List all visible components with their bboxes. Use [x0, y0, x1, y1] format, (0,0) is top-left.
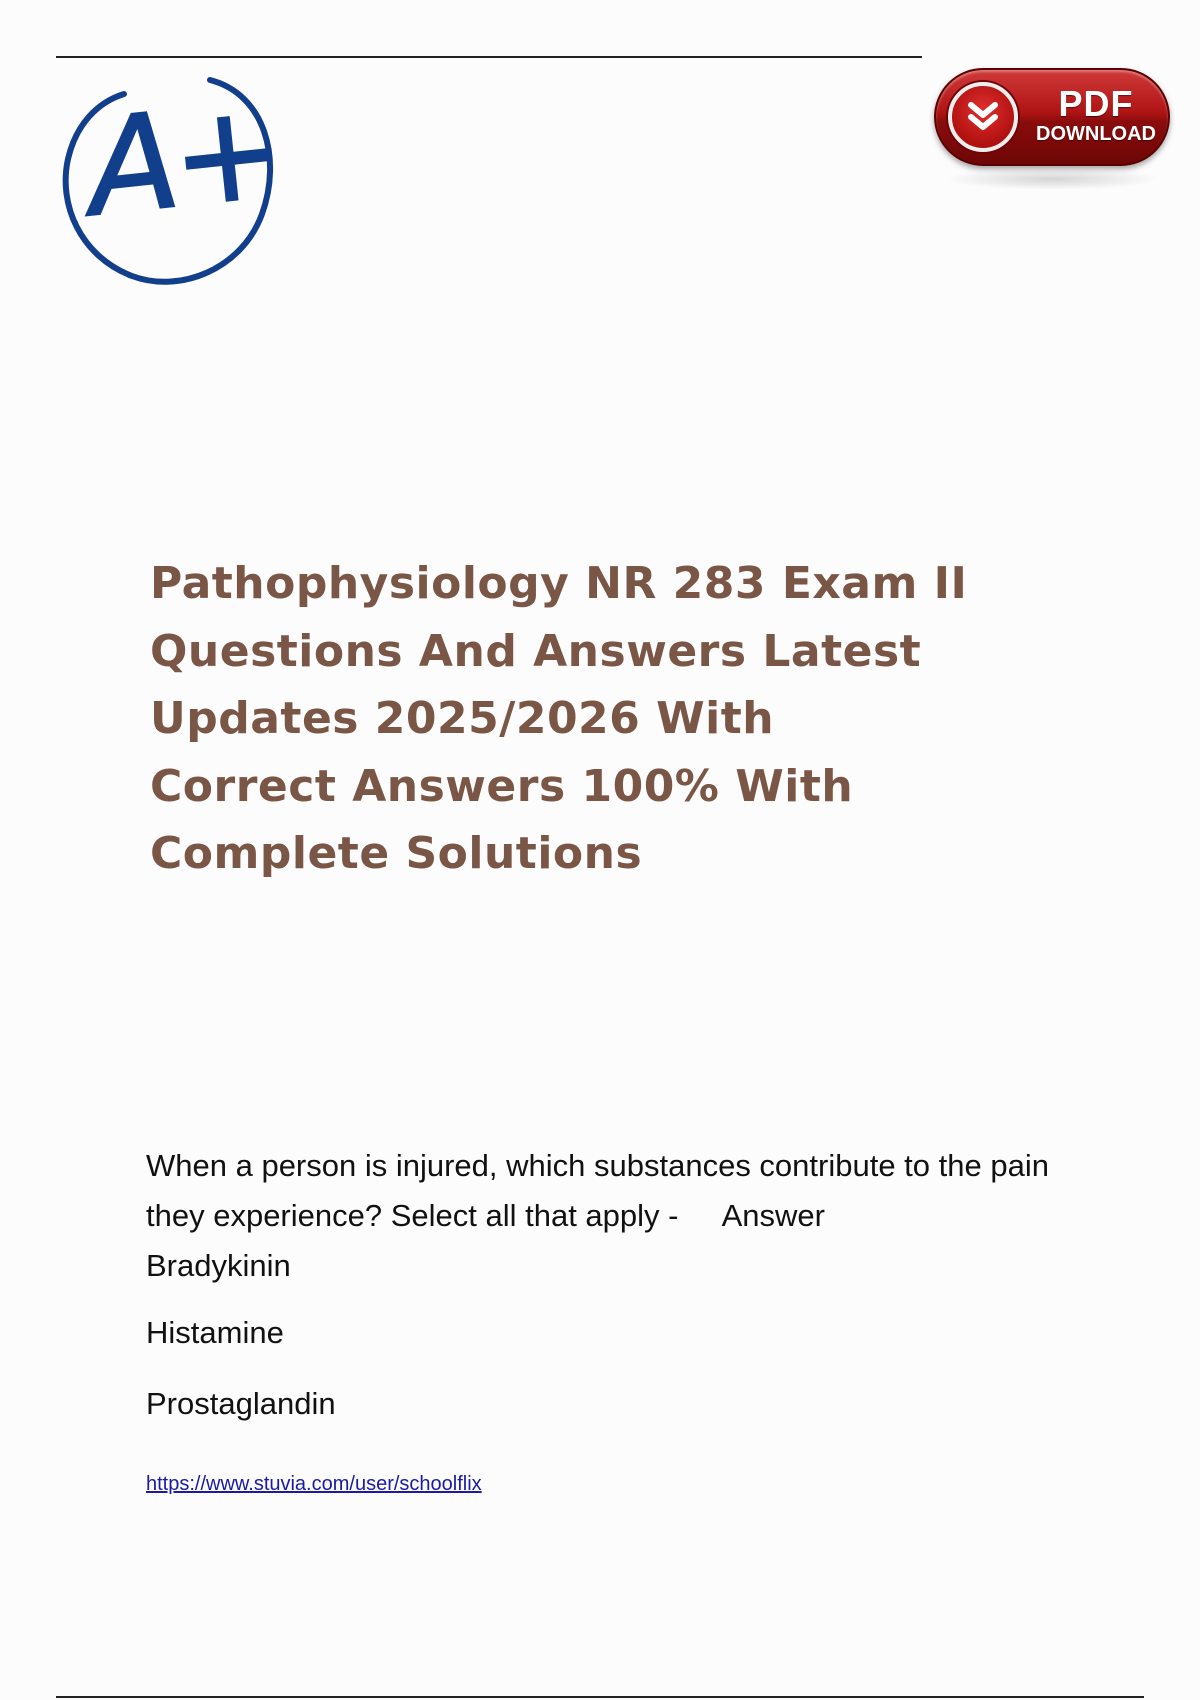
logo-plus-sign: + [164, 73, 285, 238]
answer-label: Answer [721, 1198, 825, 1233]
document-title: Pathophysiology NR 283 Exam II Questions And Answers Latest Updates 2025/2026 With Correct Answers 100% With Complete Solutions [150, 558, 968, 879]
answer-item: Histamine [146, 1315, 284, 1350]
answer-item: Bradykinin [146, 1248, 291, 1283]
double-chevron-down-icon [948, 82, 1018, 152]
top-rule [56, 56, 922, 58]
a-plus-logo [50, 64, 285, 294]
pdf-download-button[interactable] [934, 68, 1170, 166]
download-label: DOWNLOAD [1036, 123, 1156, 145]
bottom-rule [56, 1696, 1144, 1698]
pdf-button-reflection [944, 168, 1160, 190]
stuvia-profile-link[interactable]: https://www.stuvia.com/user/schoolflix [146, 1473, 482, 1495]
question-text [146, 1141, 1086, 1291]
pdf-label: PDF [1058, 83, 1134, 124]
logo-letter-a: A [80, 84, 181, 247]
pdf-button-text [1028, 83, 1164, 145]
question-prompt: When a person is injured, which substances contribute to the pain they experience? Select all that apply - [146, 1148, 1049, 1233]
answer-item: Prostaglandin [146, 1386, 336, 1421]
logo-letters [80, 73, 285, 247]
question-block [146, 1141, 1086, 1421]
